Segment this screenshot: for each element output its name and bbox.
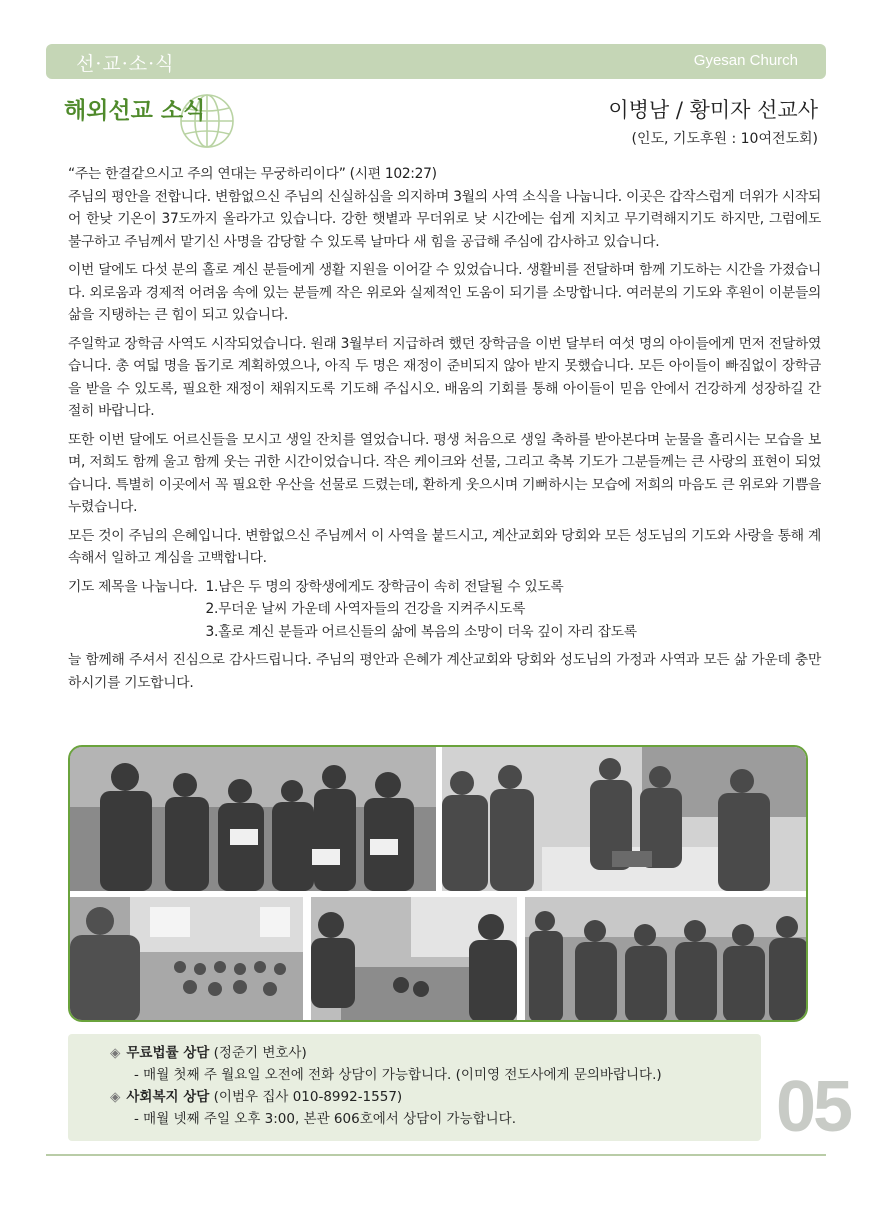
prayer-item: 3.홀로 계신 분들과 어르신들의 삶에 복음의 소망이 더욱 깊이 자리 잡도록 [205, 623, 637, 640]
worship-gathering-photo [70, 897, 303, 1022]
page-number: 05 [776, 1067, 851, 1147]
consult-contact: (정준기 변호사) [213, 1045, 307, 1061]
missionary-name: 이병남 / 황미자 선교사 [608, 98, 818, 122]
consult-contact: (이범우 집사 010-8992-1557) [213, 1089, 403, 1105]
footer-divider [46, 1154, 826, 1156]
church-name: Gyesan Church [693, 52, 798, 69]
consult-heading [110, 1042, 761, 1064]
paragraph: 주님의 평안을 전합니다. 변함없으신 주님의 신실하심을 의지하며 3월의 사역 소식을 나눕니다. 이곳은 갑작스럽게 더위가 시작되어 한낮 기온이 37도까지 올라가고 있습니다. 강한 햇볕과 무더위로 낮 시간에는 쉽게 지치고 무기력해지기도 하지만, 그럼에도 불구하고 주님께서 맡기신 사명을 감당할 수 있도록 날마다 새 힘을 공급해 주심에 감사하고 있습니다. [68, 188, 821, 250]
diamond-bullet-icon: ◈ [110, 1089, 121, 1105]
prayer-meeting-photo [311, 897, 517, 1022]
consult-title: 사회복지 상담 [126, 1089, 210, 1105]
article-body [68, 163, 821, 700]
article-title: 해외선교 소식 [64, 98, 206, 124]
paragraph: 이번 달에도 다섯 분의 홀로 계신 분들에게 생활 지원을 이어갈 수 있었습니다. 생활비를 전달하며 함께 기도하는 시간을 가졌습니다. 외로움과 경제적 어려움 속에 있는 분들께 작은 위로와 실제적인 도움이 되기를 소망합니다. 여러분의 기도와 후원이 이분들의 삶을 지탱하는 큰 힘이 되고 있습니다. [68, 262, 821, 323]
consult-description: - 매월 첫째 주 월요일 오전에 전화 상담이 가능합니다. (이미영 전도사에게 문의바랍니다.) [134, 1067, 662, 1083]
scripture-quote: “주는 한결같으시고 주의 연대는 무궁하리이다” (시편 102:27) [68, 166, 437, 182]
prayer-list [206, 576, 637, 644]
scholarship-group-photo [70, 747, 436, 891]
paragraph: 주일학교 장학금 사역도 시작되었습니다. 원래 3월부터 지급하려 했던 장학금을 이번 달부터 여섯 명의 아이들에게 먼저 전달하였습니다. 총 여덟 명을 돕기로 계획하였으나, 아직 두 명은 재정이 준비되지 않아 받지 못했습니다. 모든 아이들이 빠짐없이 장학금을 받을 수 있도록, 필요한 재정이 채워지도록 기도해 주십시오. 배움의 기회를 통해 아이들이 믿음 안에서 건강하게 성장하길 간절히 바랍니다. [68, 335, 821, 419]
paragraph: 또한 이번 달에도 어르신들을 모시고 생일 잔치를 열었습니다. 평생 처음으로 생일 축하를 받아본다며 눈물을 흘리시는 모습을 보며, 저희도 함께 울고 함께 웃는 귀한 시간이었습니다. 작은 케이크와 선물, 그리고 축복 기도가 그분들께는 큰 사랑의 표현이 되었습니다. 특별히 이곳에서 꼭 필요한 우산을 선물로 드렸는데, 환하게 웃으시며 기뻐하시는 모습에 저희의 마음도 큰 위로와 기쁨을 누렸습니다. [68, 431, 821, 515]
prayer-item: 2.무더운 날씨 가운데 사역자들의 건강을 지켜주시도록 [205, 601, 526, 617]
consult-title: 무료법률 상담 [126, 1045, 210, 1061]
consult-description: - 매월 넷째 주일 오후 3:00, 본관 606호에서 상담이 가능합니다. [134, 1111, 517, 1127]
consultation-box [68, 1034, 761, 1141]
consult-heading [110, 1086, 761, 1108]
prayer-intro: 기도 제목을 나눕니다. [68, 578, 198, 595]
missionary-info: (인도, 기도후원 : 10여전도회) [631, 131, 818, 147]
prayer-item: 1.남은 두 명의 장학생에게도 장학금이 속히 전달될 수 있도록 [205, 578, 564, 595]
elderly-women-group-photo [525, 897, 808, 1022]
paragraph: 모든 것이 주님의 은혜입니다. 변함없으신 주님께서 이 사역을 붙드시고, 계산교회와 당회와 모든 성도님의 기도와 사랑을 통해 계속해서 일하고 계심을 고백합니다. [68, 527, 821, 566]
photo-collage [68, 745, 808, 1022]
birthday-celebration-photo [442, 747, 808, 891]
prayer-requests [68, 576, 821, 644]
diamond-bullet-icon: ◈ [110, 1045, 121, 1061]
header-bar [46, 44, 826, 79]
section-label: 선·교·소·식 [76, 53, 175, 75]
closing-paragraph: 늘 함께해 주셔서 진심으로 감사드립니다. 주님의 평안과 은혜가 계산교회와 당회와 성도님의 가정과 사역과 모든 삶 가운데 충만하시기를 기도합니다. [68, 652, 821, 691]
